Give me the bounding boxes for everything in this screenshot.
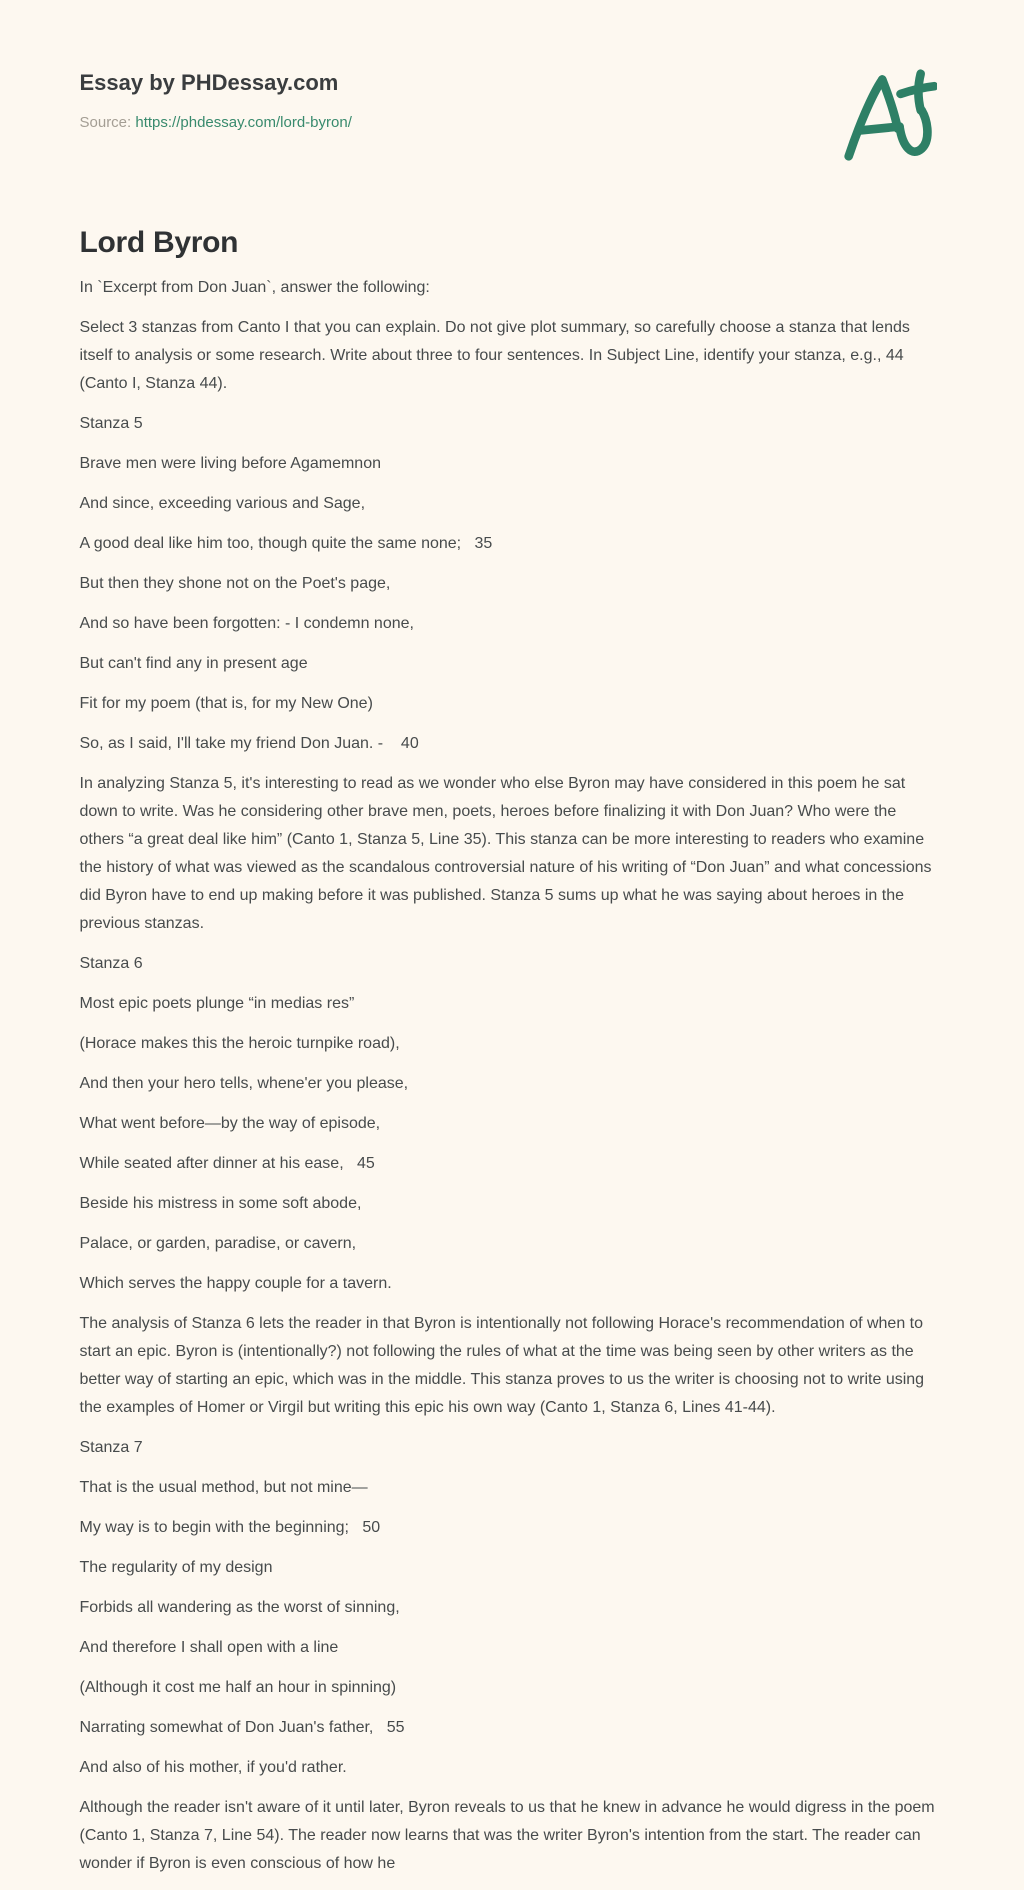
verse-line: The regularity of my design xyxy=(79,1559,273,1576)
source-link[interactable]: https://phdessay.com/lord-byron/ xyxy=(135,114,352,131)
stanza-label: Stanza 5 xyxy=(79,415,143,432)
verse-line: And then your hero tells, whene'er you please, xyxy=(79,1075,409,1092)
verse-line: While seated after dinner at his ease, 45 xyxy=(79,1155,375,1172)
verse-line: But then they shone not on the Poet's page, xyxy=(79,575,391,592)
article-body xyxy=(80,274,945,1878)
paragraph: In analyzing Stanza 5, it's interesting to read as we wonder who else Byron may have considered in this poem he sat down to write. Was he considering other brave men, poets, heroes before finalizing it with Don Juan? Who were the others “a great deal like him” (Canto 1, Stanza 5, Line 35). This stanza can be more interesting to readers who examine the history of what was viewed as the scandalous controversial nature of his writing of “Don Juan” and what concessions did Byron have to end up making before it was published. Stanza 5 sums up what he was saying about heroes in the previous stanzas. xyxy=(79,775,936,932)
verse-line: Fit for my poem (that is, for my New One) xyxy=(79,695,373,712)
source-label: Source: xyxy=(79,114,132,131)
stanza-label: Stanza 7 xyxy=(79,1439,143,1456)
a-plus-logo-icon xyxy=(841,66,937,166)
source-line xyxy=(80,112,945,133)
verse-line: And so have been forgotten: - I condemn none, xyxy=(79,615,414,632)
verse-line: What went before—by the way of episode, xyxy=(79,1115,381,1132)
document-header xyxy=(80,70,945,133)
document-page xyxy=(80,0,945,1878)
verse-line: Which serves the happy couple for a tavern. xyxy=(79,1275,392,1292)
verse-line: (Horace makes this the heroic turnpike road), xyxy=(79,1035,400,1052)
paragraph: Select 3 stanzas from Canto I that you can explain. Do not give plot summary, so carefully choose a stanza that lends itself to analysis or some research. Write about three to four sentences. In Subject Line, identify your stanza, e.g., 44 (Canto I, Stanza 44). xyxy=(79,319,915,392)
site-header-title: Essay by PHDessay.com xyxy=(79,70,339,95)
page-title: Lord Byron xyxy=(79,226,239,259)
paragraph: The analysis of Stanza 6 lets the reader in that Byron is intentionally not following Horace's recommendation of when to start an epic. Byron is (intentionally?) not following the rules of what at the time was being seen by other writers as the better way of starting an epic, which was in the middle. This stanza proves to us the writer is choosing not to write using the examples of Homer or Virgil but writing this epic his own way (Canto 1, Stanza 6, Lines 41-44). xyxy=(79,1315,929,1416)
verse-line: Brave men were living before Agamemnon xyxy=(79,455,381,472)
verse-line: Forbids all wandering as the worst of sinning, xyxy=(79,1599,400,1616)
verse-line: Narrating somewhat of Don Juan's father, 55 xyxy=(79,1719,405,1736)
verse-line: Beside his mistress in some soft abode, xyxy=(79,1195,362,1212)
stanza-label: Stanza 6 xyxy=(79,955,143,972)
paragraph: In `Excerpt from Don Juan`, answer the following: xyxy=(79,279,430,296)
verse-line: That is the usual method, but not mine— xyxy=(79,1479,368,1496)
verse-line: Palace, or garden, paradise, or cavern, xyxy=(79,1235,357,1252)
verse-line: Most epic poets plunge “in medias res” xyxy=(79,995,355,1012)
verse-line: And therefore I shall open with a line xyxy=(79,1639,339,1656)
verse-line: But can't find any in present age xyxy=(79,655,308,672)
verse-line: My way is to begin with the beginning; 50 xyxy=(79,1519,381,1536)
verse-line: And since, exceeding various and Sage, xyxy=(79,495,366,512)
verse-line: (Although it cost me half an hour in spinning) xyxy=(79,1679,397,1696)
verse-line: And also of his mother, if you'd rather. xyxy=(79,1759,347,1776)
verse-line: So, as I said, I'll take my friend Don Juan. - 40 xyxy=(79,735,419,752)
verse-line: A good deal like him too, though quite the same none; 35 xyxy=(79,535,493,552)
paragraph: Although the reader isn't aware of it until later, Byron reveals to us that he knew in advance he would digress in the poem (Canto 1, Stanza 7, Line 54). The reader now learns that was the writer Byron's intention from the start. The reader can wonder if Byron is even conscious of how he xyxy=(79,1799,940,1872)
